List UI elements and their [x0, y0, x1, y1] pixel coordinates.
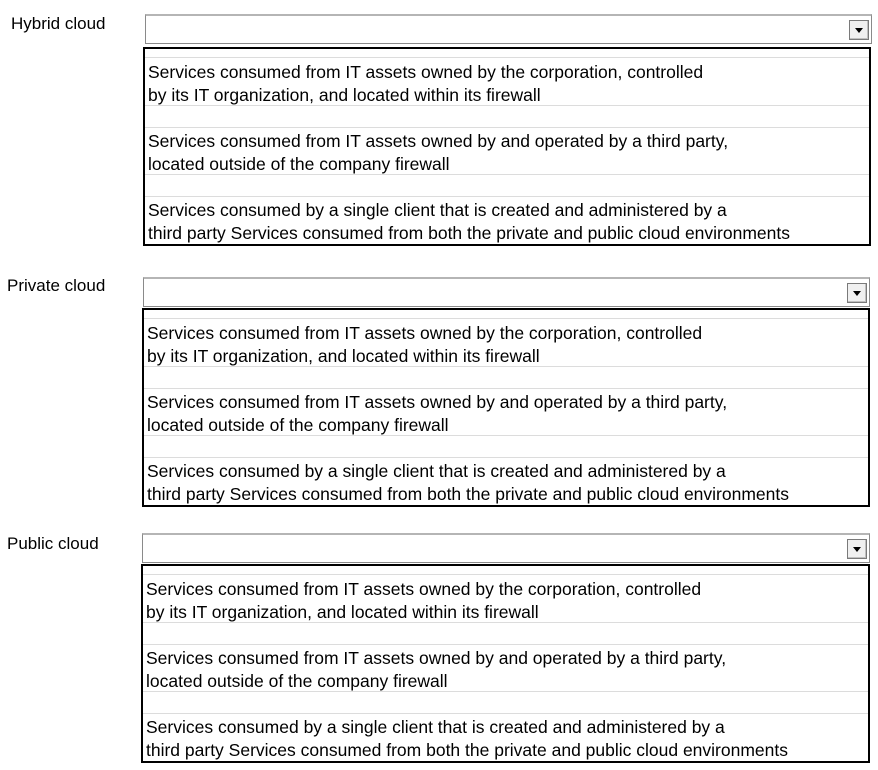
dropdown-arrow-icon[interactable] [849, 20, 869, 40]
question-label: Hybrid cloud [11, 14, 106, 33]
option-item[interactable]: Services consumed from IT assets owned by and operated by a third party, located outside of the company firewall [147, 392, 728, 435]
option-item[interactable]: Services consumed from IT assets owned by the corporation, controlled by its IT organization, and located within its firewall [146, 579, 702, 622]
question-label: Private cloud [7, 276, 106, 295]
separator [145, 57, 869, 58]
separator [144, 388, 868, 389]
hybrid-cloud-dropdown[interactable] [145, 14, 872, 44]
dropdown-arrow-icon[interactable] [847, 283, 867, 303]
separator [144, 318, 868, 319]
separator [143, 713, 868, 714]
separator [145, 174, 869, 175]
options-list [142, 308, 870, 507]
separator [143, 574, 868, 575]
separator [144, 457, 868, 458]
separator [143, 644, 868, 645]
option-item[interactable]: Services consumed by a single client that is created and administered by a third party Services consumed from both the private and public cloud environments [146, 717, 788, 760]
option-item[interactable]: Services consumed from IT assets owned by and operated by a third party, located outside of the company firewall [148, 131, 729, 174]
options-list [141, 564, 870, 763]
private-cloud-dropdown[interactable] [143, 277, 870, 307]
separator [145, 127, 869, 128]
option-item[interactable]: Services consumed from IT assets owned by the corporation, controlled by its IT organization, and located within its firewall [148, 62, 704, 105]
separator [143, 622, 868, 623]
separator [145, 196, 869, 197]
option-item[interactable]: Services consumed by a single client that is created and administered by a third party Services consumed from both the private and public cloud environments [148, 200, 790, 243]
separator [143, 691, 868, 692]
separator [144, 366, 868, 367]
options-list [143, 47, 871, 246]
dropdown-arrow-icon[interactable] [847, 539, 867, 559]
option-item[interactable]: Services consumed by a single client that is created and administered by a third party Services consumed from both the private and public cloud environments [147, 461, 789, 504]
option-item[interactable]: Services consumed from IT assets owned by and operated by a third party, located outside of the company firewall [146, 648, 727, 691]
separator [145, 105, 869, 106]
question-label: Public cloud [7, 534, 99, 553]
separator [144, 435, 868, 436]
public-cloud-dropdown[interactable] [142, 533, 870, 563]
option-item[interactable]: Services consumed from IT assets owned by the corporation, controlled by its IT organization, and located within its firewall [147, 323, 703, 366]
